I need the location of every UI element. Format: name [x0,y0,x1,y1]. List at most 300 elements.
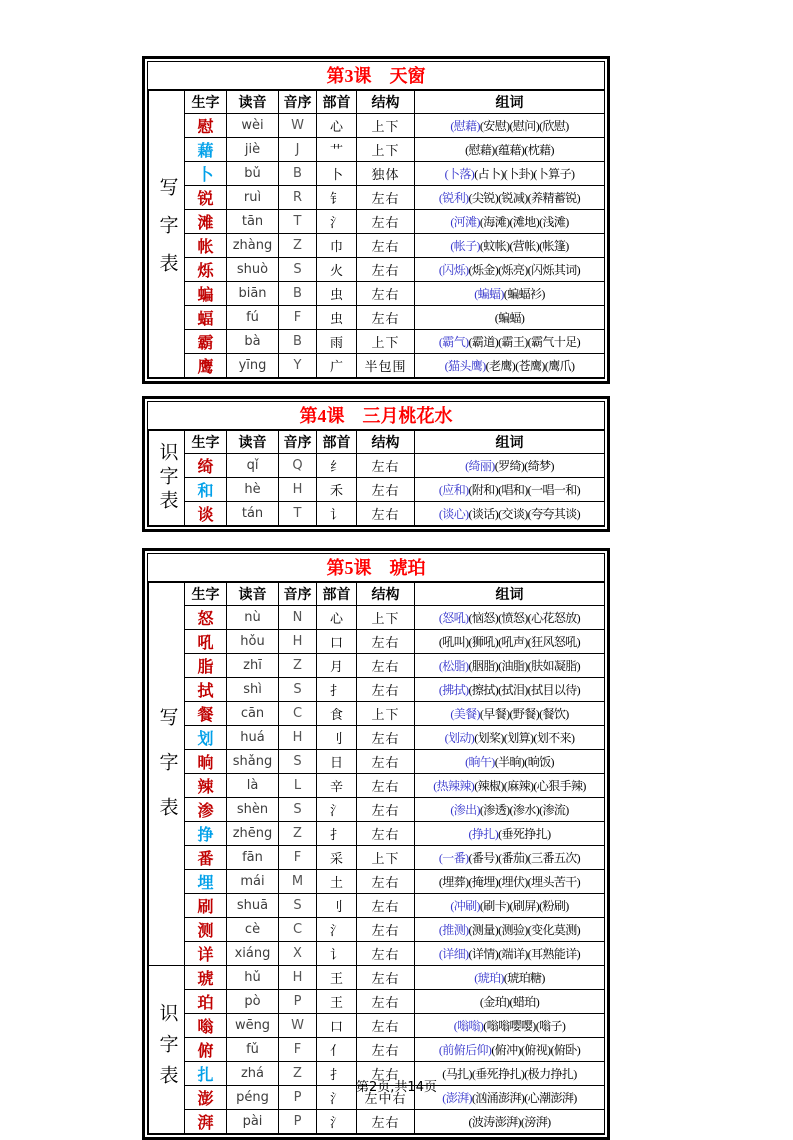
radical-cell: 王 [317,990,357,1014]
table-row [149,702,605,726]
pronunciation-cell: pài [227,1110,279,1134]
highlighted-word: (锐利) [438,191,469,205]
pronunciation-cell: shì [227,678,279,702]
column-header: 生字 [185,91,227,114]
radical-cell: 巾 [317,234,357,258]
radical-cell: 土 [317,870,357,894]
new-character-cell: 拭 [185,678,227,702]
new-character-cell: 谈 [185,502,227,526]
structure-cell: 左右 [357,630,415,654]
new-character-cell: 湃 [185,1110,227,1134]
pronunciation-cell: tān [227,210,279,234]
pronunciation-cell: bà [227,330,279,354]
word-groups-cell: (松脂)(胭脂)(油脂)(肤如凝脂) [415,654,605,678]
structure-cell: 左右 [357,454,415,478]
alphabetical-initial-cell: Z [279,234,317,258]
radical-cell: 刂 [317,894,357,918]
table-row [149,210,605,234]
radical-cell: 亻 [317,1038,357,1062]
radical-cell: 钅 [317,186,357,210]
alphabetical-initial-cell: N [279,606,317,630]
pronunciation-cell: cān [227,702,279,726]
radical-cell: 氵 [317,798,357,822]
radical-cell: 食 [317,702,357,726]
highlighted-word: (推测) [438,923,469,937]
highlighted-word: (绮丽) [465,459,495,473]
new-character-cell: 卜 [185,162,227,186]
word-groups-cell: (卜落)(占卜)(卜卦)(卜算子) [415,162,605,186]
column-header: 结构 [357,583,415,606]
pronunciation-cell: fú [227,306,279,330]
word-groups-cell: (绮丽)(罗绮)(绮梦) [415,454,605,478]
structure-cell: 左右 [357,502,415,526]
radical-cell: 广 [317,354,357,378]
structure-cell: 左右 [357,894,415,918]
radical-cell: 辛 [317,774,357,798]
radical-cell: 口 [317,1014,357,1038]
new-character-cell: 番 [185,846,227,870]
structure-cell: 左右 [357,1062,415,1086]
column-header: 生字 [185,431,227,454]
new-character-cell: 埋 [185,870,227,894]
table-row [149,870,605,894]
structure-cell: 左右 [357,918,415,942]
highlighted-word: (晌午) [465,755,495,769]
highlighted-word: (详细) [438,947,469,961]
alphabetical-initial-cell: Z [279,1062,317,1086]
structure-cell: 左右 [357,478,415,502]
word-groups-cell: (河滩)(海滩)(滩地)(浅滩) [415,210,605,234]
table-row [149,726,605,750]
pronunciation-cell: hǒu [227,630,279,654]
header-row [149,583,605,606]
structure-cell: 左右 [357,186,415,210]
alphabetical-initial-cell: T [279,210,317,234]
pronunciation-cell: zhá [227,1062,279,1086]
structure-cell: 独体 [357,162,415,186]
table-row [149,918,605,942]
highlighted-word: (慰藉) [450,119,480,133]
structure-cell: 上下 [357,702,415,726]
word-groups-cell: (晌午)(半晌)(晌饭) [415,750,605,774]
alphabetical-initial-cell: Q [279,454,317,478]
table-row [149,162,605,186]
word-groups-cell: (蝙蝠) [415,306,605,330]
word-groups-cell: (波涛澎湃)(滂湃) [415,1110,605,1134]
column-header: 结构 [357,91,415,114]
alphabetical-initial-cell: F [279,846,317,870]
alphabetical-initial-cell: Y [279,354,317,378]
table-row [149,234,605,258]
radical-cell: 讠 [317,502,357,526]
highlighted-word: (谈心) [438,507,469,521]
alphabetical-initial-cell: F [279,306,317,330]
lesson-table-3 [142,548,610,1140]
word-groups-cell: (澎湃)(汹涌澎湃)(心潮澎湃) [415,1086,605,1110]
new-character-cell: 辣 [185,774,227,798]
new-character-cell: 帐 [185,234,227,258]
table-row [149,942,605,966]
table-row [149,774,605,798]
alphabetical-initial-cell: H [279,478,317,502]
table-row [149,630,605,654]
radical-cell: 刂 [317,726,357,750]
table-row [149,966,605,990]
new-character-cell: 霸 [185,330,227,354]
vocab-table [148,90,605,378]
radical-cell: 禾 [317,478,357,502]
radical-cell: 虫 [317,306,357,330]
table-row [149,990,605,1014]
new-character-cell: 和 [185,478,227,502]
pronunciation-cell: shuā [227,894,279,918]
highlighted-word: (嗡嗡) [453,1019,484,1033]
word-groups-cell: (慰藉)(蕴藉)(枕藉) [415,138,605,162]
word-groups-cell: (谈心)(谈话)(交谈)(夸夸其谈) [415,502,605,526]
table-row [149,846,605,870]
vocab-table [148,582,605,1134]
new-character-cell: 餐 [185,702,227,726]
pronunciation-cell: qǐ [227,454,279,478]
radical-cell: 氵 [317,1110,357,1134]
word-groups-cell: (埋葬)(掩埋)(埋伏)(埋头苦干) [415,870,605,894]
radical-cell: 口 [317,630,357,654]
radical-cell: 采 [317,846,357,870]
new-character-cell: 鹰 [185,354,227,378]
structure-cell: 左右 [357,990,415,1014]
pronunciation-cell: bǔ [227,162,279,186]
column-header: 生字 [185,583,227,606]
new-character-cell: 蝠 [185,306,227,330]
lesson-table-inner [147,401,605,527]
structure-cell: 左中右 [357,1086,415,1110]
new-character-cell: 晌 [185,750,227,774]
radical-cell: 扌 [317,1062,357,1086]
word-groups-cell: (吼叫)(狮吼)(吼声)(狂风怒吼) [415,630,605,654]
structure-cell: 左右 [357,942,415,966]
word-groups-cell: (琥珀)(琥珀糖) [415,966,605,990]
table-row [149,798,605,822]
structure-cell: 上下 [357,114,415,138]
word-groups-cell: (冲刷)(刷卡)(刷屏)(粉刷) [415,894,605,918]
alphabetical-initial-cell: H [279,966,317,990]
radical-cell: 氵 [317,210,357,234]
table-row [149,894,605,918]
radical-cell: 扌 [317,678,357,702]
new-character-cell: 澎 [185,1086,227,1110]
new-character-cell: 慰 [185,114,227,138]
alphabetical-initial-cell: P [279,1110,317,1134]
column-header: 部首 [317,91,357,114]
table-row [149,678,605,702]
pronunciation-cell: zhēng [227,822,279,846]
alphabetical-initial-cell: S [279,678,317,702]
radical-cell: 王 [317,966,357,990]
word-groups-cell: (详细)(详情)(端详)(耳熟能详) [415,942,605,966]
word-groups-cell: (一番)(番号)(番茄)(三番五次) [415,846,605,870]
table-row [149,306,605,330]
word-groups-cell: (挣扎)(垂死挣扎) [415,822,605,846]
alphabetical-initial-cell: B [279,162,317,186]
new-character-cell: 俯 [185,1038,227,1062]
word-groups-cell: (推测)(测量)(测验)(变化莫测) [415,918,605,942]
new-character-cell: 测 [185,918,227,942]
alphabetical-initial-cell: L [279,774,317,798]
page-number-footer: 第2页,共14页 [356,1080,437,1095]
structure-cell: 左右 [357,726,415,750]
column-header: 组词 [415,91,605,114]
word-groups-cell: (怒吼)(恼怒)(愤怒)(心花怒放) [415,606,605,630]
column-header: 组词 [415,431,605,454]
new-character-cell: 刷 [185,894,227,918]
lesson-title: 第5课 琥珀 [148,554,604,582]
lesson-table-inner [147,553,605,1135]
radical-cell: 卜 [317,162,357,186]
column-header: 读音 [227,583,279,606]
new-character-cell: 嗡 [185,1014,227,1038]
radical-cell: 月 [317,654,357,678]
pronunciation-cell: xiáng [227,942,279,966]
pronunciation-cell: cè [227,918,279,942]
structure-cell: 左右 [357,1038,415,1062]
new-character-cell: 脂 [185,654,227,678]
new-character-cell: 划 [185,726,227,750]
structure-cell: 上下 [357,846,415,870]
pronunciation-cell: fān [227,846,279,870]
highlighted-word: (帐子) [450,239,480,253]
alphabetical-initial-cell: C [279,918,317,942]
table-row [149,1110,605,1134]
pronunciation-cell: fǔ [227,1038,279,1062]
word-groups-cell: (马扎)(垂死挣扎)(极力挣扎) [415,1062,605,1086]
structure-cell: 左右 [357,282,415,306]
table-row [149,1038,605,1062]
alphabetical-initial-cell: S [279,798,317,822]
word-groups-cell: (热辣辣)(辣椒)(麻辣)(心狠手辣) [415,774,605,798]
new-character-cell: 琥 [185,966,227,990]
table-row [149,606,605,630]
radical-cell: 氵 [317,918,357,942]
highlighted-word: (应和) [438,483,469,497]
alphabetical-initial-cell: Z [279,654,317,678]
new-character-cell: 详 [185,942,227,966]
structure-cell: 左右 [357,1014,415,1038]
word-groups-cell: (前俯后仰)(俯冲)(俯视)(俯卧) [415,1038,605,1062]
word-groups-cell: (蝙蝠)(蝙蝠衫) [415,282,605,306]
column-header: 部首 [317,431,357,454]
radical-cell: 火 [317,258,357,282]
alphabetical-initial-cell: C [279,702,317,726]
structure-cell: 左右 [357,774,415,798]
alphabetical-initial-cell: P [279,990,317,1014]
highlighted-word: (蝙蝠) [474,287,504,301]
structure-cell: 上下 [357,138,415,162]
radical-cell: 日 [317,750,357,774]
highlighted-word: (美餐) [450,707,480,721]
table-row [149,478,605,502]
new-character-cell: 渗 [185,798,227,822]
structure-cell: 上下 [357,606,415,630]
radical-cell: 心 [317,114,357,138]
word-groups-cell: (嗡嗡)(嗡嗡嘤嘤)(嗡子) [415,1014,605,1038]
lesson-title: 第3课 天窗 [148,62,604,90]
header-row [149,91,605,114]
section-label: 识字表 [149,431,185,526]
highlighted-word: (拂拭) [438,683,469,697]
table-row [149,354,605,378]
new-character-cell: 怒 [185,606,227,630]
new-character-cell: 吼 [185,630,227,654]
radical-cell: 雨 [317,330,357,354]
table-row [149,186,605,210]
table-row [149,502,605,526]
pronunciation-cell: péng [227,1086,279,1110]
alphabetical-initial-cell: W [279,1014,317,1038]
table-row [149,282,605,306]
table-row [149,1014,605,1038]
new-character-cell: 烁 [185,258,227,282]
table-row [149,654,605,678]
highlighted-word: (一番) [438,851,469,865]
highlighted-word: (琥珀) [474,971,504,985]
column-header: 结构 [357,431,415,454]
highlighted-word: (猫头鹰) [444,359,486,373]
highlighted-word: (霸气) [438,335,469,349]
table-row [149,750,605,774]
radical-cell: 氵 [317,1086,357,1110]
word-groups-cell: (划动)(划桨)(划算)(划不来) [415,726,605,750]
section-label: 识字表 [149,966,185,1134]
pronunciation-cell: yīng [227,354,279,378]
new-character-cell: 藉 [185,138,227,162]
structure-cell: 左右 [357,258,415,282]
alphabetical-initial-cell: Z [279,822,317,846]
section-label: 写字表 [149,91,185,378]
table-row [149,330,605,354]
lesson-table-1 [142,56,610,384]
table-row [149,822,605,846]
lesson-table-2 [142,396,610,532]
alphabetical-initial-cell: W [279,114,317,138]
alphabetical-initial-cell: F [279,1038,317,1062]
lesson-title: 第4课 三月桃花水 [148,402,604,430]
word-groups-cell: (慰藉)(安慰)(慰问)(欣慰) [415,114,605,138]
highlighted-word: (热辣辣) [433,779,475,793]
word-groups-cell: (应和)(附和)(唱和)(一唱一和) [415,478,605,502]
lesson-table-inner [147,61,605,379]
column-header: 部首 [317,583,357,606]
alphabetical-initial-cell: B [279,282,317,306]
new-character-cell: 扎 [185,1062,227,1086]
radical-cell: 纟 [317,454,357,478]
highlighted-word: (卜落) [444,167,475,181]
highlighted-word: (渗出) [450,803,480,817]
table-row [149,138,605,162]
highlighted-word: (澎湃) [442,1091,472,1105]
structure-cell: 左右 [357,234,415,258]
table-row [149,258,605,282]
highlighted-word: (挣扎) [468,827,499,841]
pronunciation-cell: ruì [227,186,279,210]
pronunciation-cell: tán [227,502,279,526]
word-groups-cell: (帐子)(蚊帐)(营帐)(帐篷) [415,234,605,258]
tables-area [142,56,610,1140]
structure-cell: 左右 [357,966,415,990]
structure-cell: 上下 [357,330,415,354]
pronunciation-cell: shǎng [227,750,279,774]
section-label: 写字表 [149,583,185,966]
structure-cell: 左右 [357,822,415,846]
column-header: 读音 [227,431,279,454]
alphabetical-initial-cell: B [279,330,317,354]
new-character-cell: 滩 [185,210,227,234]
structure-cell: 左右 [357,654,415,678]
word-groups-cell: (猫头鹰)(老鹰)(苍鹰)(鹰爪) [415,354,605,378]
radical-cell: 艹 [317,138,357,162]
highlighted-word: (冲刷) [450,899,480,913]
header-row [149,431,605,454]
pronunciation-cell: shèn [227,798,279,822]
structure-cell: 左右 [357,798,415,822]
pronunciation-cell: huá [227,726,279,750]
alphabetical-initial-cell: S [279,894,317,918]
column-header: 组词 [415,583,605,606]
highlighted-word: (怒吼) [438,611,469,625]
structure-cell: 左右 [357,210,415,234]
pronunciation-cell: là [227,774,279,798]
highlighted-word: (划动) [444,731,475,745]
pronunciation-cell: wèi [227,114,279,138]
table-row [149,114,605,138]
new-character-cell: 绮 [185,454,227,478]
pronunciation-cell: nù [227,606,279,630]
alphabetical-initial-cell: X [279,942,317,966]
word-groups-cell: (渗出)(渗透)(渗水)(渗流) [415,798,605,822]
structure-cell: 左右 [357,750,415,774]
pronunciation-cell: jiè [227,138,279,162]
alphabetical-initial-cell: T [279,502,317,526]
word-groups-cell: (霸气)(霸道)(霸王)(霸气十足) [415,330,605,354]
alphabetical-initial-cell: R [279,186,317,210]
alphabetical-initial-cell: J [279,138,317,162]
column-header: 音序 [279,91,317,114]
word-groups-cell: (锐利)(尖锐)(锐减)(养精蓄锐) [415,186,605,210]
new-character-cell: 挣 [185,822,227,846]
alphabetical-initial-cell: H [279,726,317,750]
highlighted-word: (河滩) [450,215,480,229]
radical-cell: 心 [317,606,357,630]
pronunciation-cell: zhī [227,654,279,678]
highlighted-word: (松脂) [438,659,469,673]
pronunciation-cell: pò [227,990,279,1014]
column-header: 音序 [279,431,317,454]
pronunciation-cell: biān [227,282,279,306]
radical-cell: 扌 [317,822,357,846]
new-character-cell: 珀 [185,990,227,1014]
structure-cell: 左右 [357,678,415,702]
radical-cell: 讠 [317,942,357,966]
pronunciation-cell: shuò [227,258,279,282]
pronunciation-cell: mái [227,870,279,894]
structure-cell: 左右 [357,870,415,894]
alphabetical-initial-cell: S [279,750,317,774]
structure-cell: 左右 [357,1110,415,1134]
table-row [149,454,605,478]
column-header: 音序 [279,583,317,606]
pronunciation-cell: zhàng [227,234,279,258]
alphabetical-initial-cell: P [279,1086,317,1110]
vocab-table [148,430,605,526]
